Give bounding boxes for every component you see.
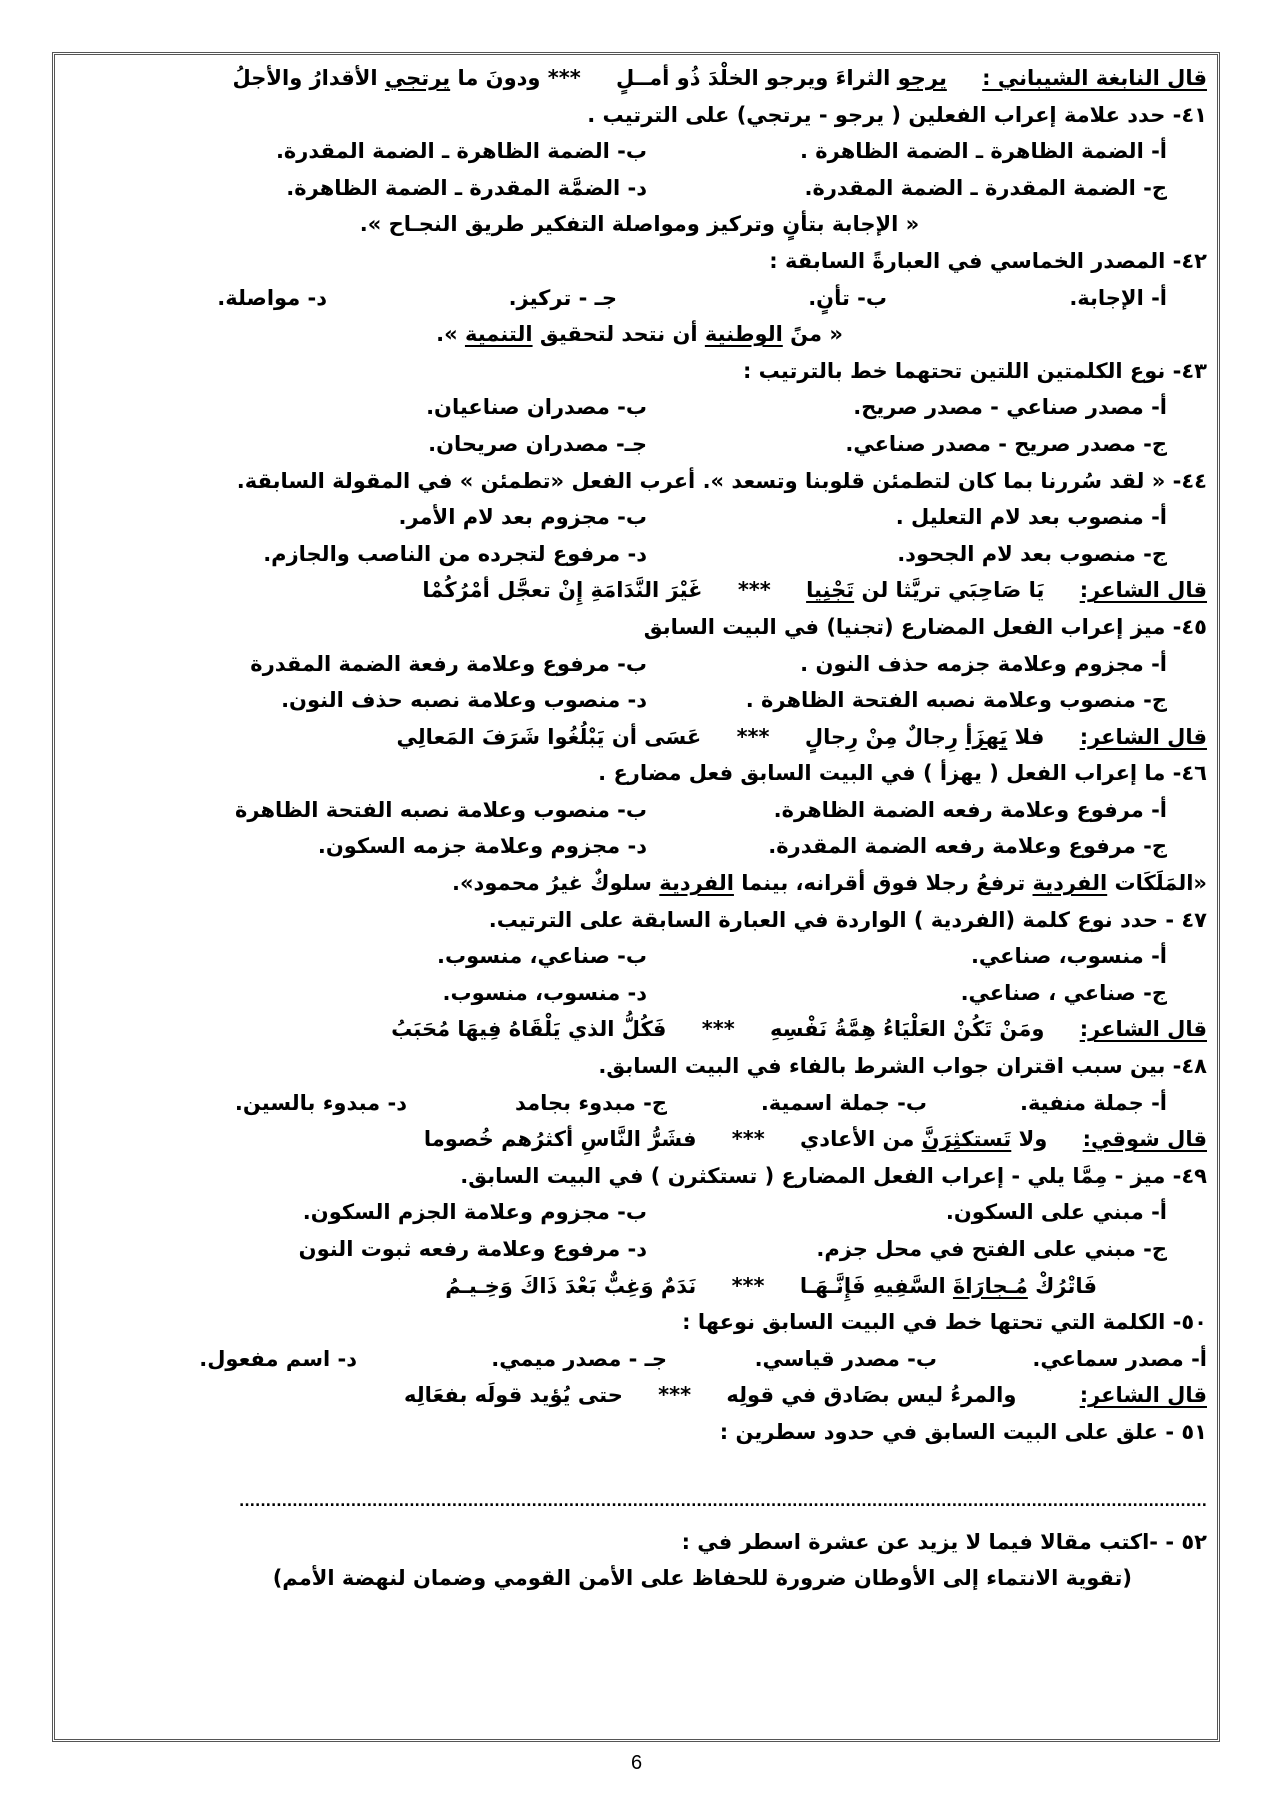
- option-a[interactable]: أ- مرفوع وعلامة رفعه الضمة الظاهرة.: [773, 797, 1167, 822]
- question-43: ٤٣- نوع الكلمتين اللتين تحتهما خط بالترتيب :: [742, 358, 1207, 383]
- question-52: ٥٢ - -اكتب مقالا فيما لا يزيد عن عشرة اسطر في :: [681, 1529, 1207, 1554]
- question-48: ٤٨- بين سبب اقتران جواب الشرط بالفاء في البيت السابق.: [598, 1054, 1207, 1079]
- options-row: [72, 682, 1207, 719]
- poet-label: قال الشاعر:: [1079, 1017, 1207, 1042]
- exam-content: [72, 60, 1207, 1597]
- question-46: ٤٦- ما إعراب الفعل ( يهزأ ) في البيت السابق فعل مضارع .: [598, 761, 1207, 786]
- options-row: [72, 646, 1207, 683]
- verse-line: [72, 719, 1207, 756]
- option-d[interactable]: د- مبدوء بالسين.: [234, 1090, 407, 1115]
- underlined-word: يرتجي: [384, 66, 451, 90]
- verse-text: من الأعادي: [800, 1127, 922, 1152]
- verse-separator: ***: [701, 1017, 735, 1042]
- quote-text: سلوكٌ غيرُ محمود».: [452, 871, 660, 896]
- option-d[interactable]: جـ- مصدران صريحان.: [428, 431, 647, 456]
- options-row: [72, 170, 1207, 207]
- verse-text: الأقدارُ والأجلُ: [232, 66, 385, 90]
- question-49: ٤٩- ميز - مِمَّا يلي - إعراب الفعل المضارع ( تستكثرن ) في البيت السابق.: [460, 1163, 1207, 1188]
- option-a[interactable]: أ- الإجابة.: [1069, 285, 1167, 310]
- option-a[interactable]: أ- مجزوم وعلامة جزمه حذف النون .: [800, 651, 1167, 676]
- verse-line: [72, 1011, 1207, 1048]
- verse-line: [72, 1121, 1207, 1158]
- verse-text: والمرءُ ليس بصَادق في قولِه: [726, 1383, 1017, 1408]
- question-50: ٥٠- الكلمة التي تحتها خط في البيت السابق نوعها :: [682, 1310, 1207, 1335]
- options-row: [72, 1341, 1207, 1378]
- option-c[interactable]: ج- الضمة المقدرة ـ الضمة المقدرة.: [804, 175, 1167, 200]
- option-b[interactable]: ب- صناعي، منسوب.: [437, 944, 647, 969]
- option-a[interactable]: أ- الضمة الظاهرة ـ الضمة الظاهرة .: [799, 139, 1167, 164]
- answer-space: [72, 1451, 1207, 1488]
- option-c[interactable]: جـ - مصدر ميمي.: [491, 1346, 667, 1371]
- answer-dotted-line: ......................................................................................................................................................................................: [239, 1494, 1207, 1511]
- underlined-word: التنمية: [464, 322, 533, 347]
- underlined-word: يَهزَأ: [965, 724, 1008, 749]
- poet-label: قال الشاعر:: [1079, 578, 1207, 603]
- quote: [72, 865, 1207, 902]
- option-b[interactable]: ب- مصدران صناعيان.: [426, 395, 647, 420]
- option-c[interactable]: ج- صناعي ، صناعي.: [960, 980, 1167, 1005]
- underlined-word: تَستكثِرَنَّ: [921, 1127, 1012, 1152]
- underlined-word: الفردية: [1032, 871, 1108, 896]
- option-d[interactable]: د- مرفوع وعلامة رفعه ثبوت النون: [298, 1237, 647, 1261]
- options-row: [72, 792, 1207, 829]
- question-42: ٤٢- المصدر الخماسي في العبارةً السابقة :: [769, 248, 1207, 273]
- page-number: 6: [630, 1752, 643, 1774]
- options-row: [72, 938, 1207, 975]
- verse-text: غَيْرَ النَّدَامَةِ إِنْ تعجَّل أمْرُكُمْا: [422, 578, 703, 603]
- underlined-word: تَجْنِيا: [806, 578, 855, 603]
- options-row: [72, 499, 1207, 536]
- options-row: [72, 1085, 1207, 1122]
- question-51: ٥١ - علق على البيت السابق في حدود سطرين :: [719, 1419, 1207, 1444]
- poet-label: قال الشاعر:: [1079, 724, 1207, 749]
- verse-separator: ***: [737, 578, 771, 603]
- option-c[interactable]: ج- مبدوء بجامد: [514, 1090, 667, 1115]
- quote-text: أن نتحد لتحقيق: [532, 322, 705, 347]
- quote-text: «المَلَكَات: [1107, 871, 1207, 896]
- option-b[interactable]: ب- مجزوم وعلامة الجزم السكون.: [302, 1200, 647, 1225]
- verse-text: نَدَمٌ وَغِبٌّ بَعْدَ ذَاكَ وَخِـيـمُ: [445, 1273, 697, 1298]
- option-d[interactable]: د- منصوب وعلامة نصبه حذف النون.: [281, 688, 647, 713]
- options-row: [72, 133, 1207, 170]
- verse-text: ولا: [1011, 1127, 1048, 1152]
- verse-text: ومَنْ تَكُنْ العَلْيَاءُ هِمَّةُ نَفْسِهِ: [770, 1017, 1045, 1042]
- question-47: ٤٧ - حدد نوع كلمة (الفردية ) الواردة في العبارة السابقة على الترتيب.: [488, 907, 1207, 932]
- option-b[interactable]: ب- مرفوع وعلامة رفعة الضمة المقدرة: [250, 651, 647, 676]
- options-row: [72, 280, 1207, 317]
- quote: [72, 316, 1207, 353]
- poet-label: قال النابغة الشيباني :: [982, 66, 1207, 90]
- option-d[interactable]: د- الضمَّة المقدرة ـ الضمة الظاهرة.: [286, 175, 647, 200]
- option-a[interactable]: أ- مبني على السكون.: [945, 1200, 1167, 1225]
- verse-line: [72, 1268, 1207, 1305]
- quote: « الإجابة بتأنٍ وتركيز ومواصلة التفكير طريق النجـاح ».: [359, 212, 920, 237]
- essay-topic: (تقوية الانتماء إلى الأوطان ضرورة للحفاظ على الأمن القومي وضمان لنهضة الأمم): [272, 1566, 1132, 1591]
- option-b[interactable]: ب- منصوب وعلامة نصبه الفتحة الظاهرة: [235, 797, 647, 822]
- options-row: [72, 426, 1207, 463]
- question-45: ٤٥- ميز إعراب الفعل المضارع (تجنيا) في البيت السابق: [643, 614, 1207, 639]
- option-a[interactable]: أ- مصدر سماعي.: [1032, 1346, 1207, 1371]
- option-a[interactable]: أ- مصدر صناعي - مصدر صريح.: [853, 395, 1167, 420]
- options-row: [72, 1194, 1207, 1231]
- verse-separator: ***: [736, 724, 770, 749]
- underlined-word: يرجو: [897, 66, 947, 90]
- quote-text: « منً: [782, 322, 843, 347]
- verse-line: [72, 60, 1207, 97]
- option-b[interactable]: ب- تأنٍ.: [808, 285, 887, 310]
- verse-line: [72, 572, 1207, 609]
- option-b[interactable]: ب- مصدر قياسي.: [754, 1346, 937, 1371]
- verse-text: رِجالٌ مِنْ رِجالٍ: [804, 724, 966, 749]
- quote-text: ترفعُ رجلا فوق أقرانه، بينما: [733, 871, 1033, 896]
- poet-label: قال الشاعر:: [1079, 1383, 1207, 1408]
- verse-text: عَسَى أن يَبْلُغُوا شَرَفَ المَعالِي: [396, 724, 702, 749]
- option-c[interactable]: ج- مبني على الفتح في محل جزم.: [816, 1237, 1167, 1261]
- options-row: [72, 975, 1207, 1012]
- option-d[interactable]: د- منسوب، منسوب.: [442, 980, 647, 1005]
- verse-text: الثراءَ ويرجو الخلْدَ ذُو أمــلٍ: [616, 66, 898, 90]
- option-a[interactable]: أ- جملة منفية.: [1019, 1090, 1167, 1115]
- question-41: ٤١- حدد علامة إعراب الفعلين ( يرجو - يرتجي) على الترتيب .: [587, 102, 1207, 127]
- question-44: ٤٤- « لقد سُررنا بما كان لتطمئن قلوبنا وتسعد ». أعرب الفعل «تطمئن » في المقولة السابقة.: [236, 468, 1207, 493]
- option-c[interactable]: ج- مرفوع وعلامة رفعه الضمة المقدرة.: [768, 834, 1167, 859]
- option-b[interactable]: ب- مجزوم بعد لام الأمر.: [398, 505, 647, 530]
- verse-text: فَكُلُّ الذي يَلْقَاهُ فِيهَا مُحَبَبُ: [391, 1017, 667, 1042]
- option-d[interactable]: د- اسم مفعول.: [199, 1346, 357, 1371]
- verse-separator: ***: [731, 1127, 765, 1152]
- option-b[interactable]: ب- الضمة الظاهرة ـ الضمة المقدرة.: [275, 139, 647, 164]
- verse-text: السَّفِيهِ فَإِنَّـهَـا: [799, 1273, 953, 1298]
- option-c[interactable]: ج- منصوب بعد لام الجحود.: [897, 541, 1167, 566]
- underlined-word: الفردية: [659, 871, 734, 896]
- option-c[interactable]: جـ - تركيز.: [508, 285, 617, 310]
- verse-text: يَا صَاحِبَي تريَّثا لن: [854, 578, 1045, 603]
- option-b[interactable]: ب- جملة اسمية.: [760, 1090, 927, 1115]
- verse-text: فلا: [1007, 724, 1045, 749]
- quote-text: ».: [436, 322, 465, 347]
- underlined-word: مُـجارَاةَ: [952, 1273, 1028, 1298]
- option-a[interactable]: أ- منصوب بعد لام التعليل .: [895, 505, 1167, 530]
- option-d[interactable]: د- مجزوم وعلامة جزمه السكون.: [317, 834, 647, 859]
- option-c[interactable]: ج- مصدر صريح - مصدر صناعي.: [845, 431, 1167, 456]
- option-d[interactable]: د- مرفوع لتجرده من الناصب والجازم.: [263, 541, 647, 566]
- verse-text: فَاتْرُكْ: [1027, 1273, 1097, 1298]
- verse-text: حتى يُؤيد قولَه بفعَالِه: [403, 1383, 623, 1408]
- options-row: [72, 389, 1207, 426]
- option-a[interactable]: أ- منسوب، صناعي.: [970, 944, 1167, 969]
- verse-separator: ***: [547, 66, 581, 90]
- verse-text: ودونَ ما: [450, 66, 541, 90]
- verse-separator: ***: [658, 1383, 692, 1408]
- options-row: [72, 536, 1207, 573]
- option-d[interactable]: د- مواصلة.: [217, 285, 327, 310]
- verse-separator: ***: [731, 1273, 765, 1298]
- options-row: [72, 1231, 1207, 1268]
- verse-line: [72, 1377, 1207, 1414]
- verse-text: فشَرُّ النَّاسِ أكثرُهم خُصوما: [423, 1127, 697, 1152]
- option-c[interactable]: ج- منصوب وعلامة نصبه الفتحة الظاهرة .: [745, 688, 1167, 713]
- underlined-word: الوطنية: [704, 322, 783, 347]
- poet-label: قال شوقي:: [1082, 1127, 1207, 1152]
- options-row: [72, 828, 1207, 865]
